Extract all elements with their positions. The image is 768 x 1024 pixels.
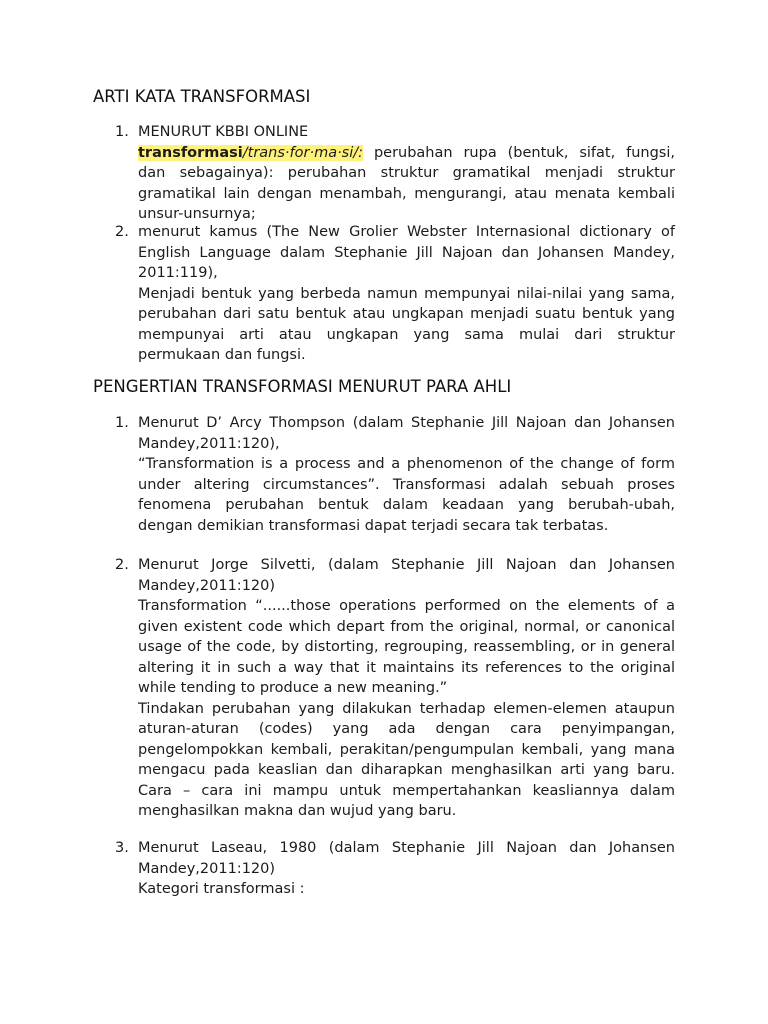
list-item-body bbox=[138, 122, 675, 225]
item-title: MENURUT KBBI ONLINE bbox=[138, 124, 309, 140]
list-number: 2. bbox=[115, 224, 129, 240]
source-paragraph: menurut kamus (The New Grolier Webster Internasional dictionary of English Language dalam Stephanie Jill Najoan dan Johansen Mandey, 2011:119), bbox=[138, 224, 675, 281]
quote-paragraph: “Transformation is a process and a phenomenon of the change of form under altering circumstances”. Transformasi adalah sebuah proses fenomena perubahan bentuk dalam keadaan yang berubah-ubah, dengan demikian transformasi dapat terjadi secara tak terbatas. bbox=[138, 456, 675, 534]
definition-paragraph: Menjadi bentuk yang berbeda namun mempunyai nilai-nilai yang sama, perubahan dari satu bentuk atau ungkapan menjadi suatu bentuk yang mempunyai arti atau ungkapan yang sama mulai dari struktur permukaan dan fungsi. bbox=[138, 285, 675, 363]
section-heading-arti-kata: ARTI KATA TRANSFORMASI bbox=[93, 87, 311, 106]
list-number: 2. bbox=[115, 557, 129, 573]
source-paragraph: Menurut Laseau, 1980 (dalam Stephanie Jill Najoan dan Johansen Mandey,2011:120) bbox=[138, 840, 675, 877]
category-label: Kategori transformasi : bbox=[138, 881, 305, 897]
list-item-body bbox=[138, 413, 675, 536]
quote-paragraph: Transformation “......those operations performed on the elements of a given existent code which depart from the original, normal, or canonical usage of the code, by distorting, regrouping, reassembling, or in general altering it in such a way that it maintains its references to the original while tending to produce a new meaning.” bbox=[138, 598, 675, 696]
list-number: 1. bbox=[115, 415, 129, 431]
highlighted-term bbox=[138, 145, 363, 161]
list-item-body bbox=[138, 222, 675, 366]
explanation-paragraph: Tindakan perubahan yang dilakukan terhadap elemen-elemen ataupun aturan-aturan (codes) yang ada dengan cara penyimpangan, pengelompokkan kembali, perakitan/pengumpulan kembali, yang mana mengacu pada keaslian dan diharapkan menghasilkan arti yang baru. Cara – cara ini mampu untuk mempertahankan keasliannya dalam menghasilkan makna dan wujud yang baru. bbox=[138, 700, 675, 819]
list-number: 3. bbox=[115, 840, 129, 856]
list-number: 1. bbox=[115, 124, 129, 140]
source-paragraph: Menurut D’ Arcy Thompson (dalam Stephanie Jill Najoan dan Johansen Mandey,2011:120), bbox=[138, 415, 675, 452]
source-paragraph: Menurut Jorge Silvetti, (dalam Stephanie Jill Najoan dan Johansen Mandey,2011:120) bbox=[138, 557, 675, 594]
phonetic-spelling: /trans·for·ma·si/: bbox=[242, 144, 364, 161]
list-item-body bbox=[138, 838, 675, 900]
dictionary-term: transformasi bbox=[138, 144, 243, 161]
definition-text: perubahan rupa (bentuk, sifat, fungsi, dan sebagainya): perubahan struktur gramatikal menjadi struktur gramatikal lain dengan menambah, mengurangi, atau menata kembali unsur-unsurnya; bbox=[138, 144, 675, 222]
definition-paragraph bbox=[138, 143, 675, 225]
list-item-body bbox=[138, 555, 675, 822]
section-heading-pengertian: PENGERTIAN TRANSFORMASI MENURUT PARA AHLI bbox=[93, 377, 512, 396]
